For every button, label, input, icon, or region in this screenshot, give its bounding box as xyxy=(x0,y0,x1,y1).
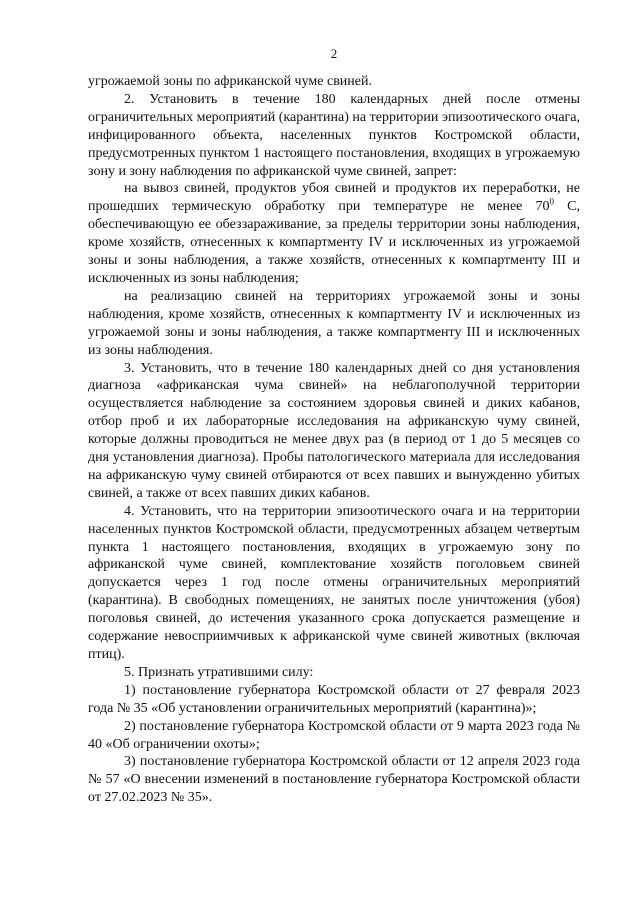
paragraph-item-2: 2. Установить в течение 180 календарных дней после отмены ограничительных мероприятий (карантина) на территории эпизоотического очага, инфицированного объекта, населенных пунктов Костромской области, предусмотренных пунктом 1 настоящего постановления, входящих в угрожаемую зону и зону наблюдения по африканской чуме свиней, запрет: xyxy=(88,91,580,179)
paragraph-export-ban-end: С, обеспечивающую ее обеззараживание, за пределы территории зоны наблюдения, кроме хозяйств, отнесенных к компартменту IV и исключенных из угрожаемой зоны и зоны наблюдения, а также хозяйств, отнесенных к компартменту III и исключенных из зоны наблюдения; xyxy=(88,199,580,286)
paragraph-item-5: 5. Признать утратившими силу: xyxy=(124,664,314,680)
degree-superscript: 0 xyxy=(549,196,555,207)
paragraph-repeal-1: 1) постановление губернатора Костромской области от 27 февраля 2023 года № 35 «Об установлении ограничительных мероприятий (карантина)»; xyxy=(88,682,580,716)
page-number: 2 xyxy=(330,46,338,61)
paragraph-item-4: 4. Установить, что на территории эпизоотического очага и на территории населенных пунктов Костромской области, предусмотренных абзацем четвертым пункта 1 настоящего постановления, входящих в угрожаемую зону по африканской чуме свиней, комплектование хозяйств поголовьем свиней допускается через 1 год после отмены ограничительных мероприятий (карантина). В свободных помещениях, не занятых после уничтожения (убоя) поголовья свиней, до истечения указанного срока допускается размещение и содержание невосприимчивых к африканской чуме свиней животных (включая птиц). xyxy=(88,503,580,662)
paragraph-sale-ban: на реализацию свиней на территориях угрожаемой зоны и зоны наблюдения, кроме хозяйств, отнесенных к компартменту IV и исключенных из угрожаемой зоны и зоны наблюдения, а также компартменту III и исключенных из зоны наблюдения. xyxy=(88,288,580,358)
paragraph-item-3: 3. Установить, что в течение 180 календарных дней со дня установления диагноза «африканская чума свиней» на неблагополучной территории осуществляется наблюдение за состоянием здоровья свиней и диких кабанов, отбор проб и их лабораторные исследования на африканскую чуму свиней, которые должны проводиться не менее двух раз (в период от 1 до 5 месяцев со дня установления диагноза). Пробы патологического материала для исследования на африканскую чуму свиней отбираются от всех павших и вынужденно убитых свиней, а также от всех павших диких кабанов. xyxy=(88,360,580,501)
paragraph-export-ban xyxy=(88,180,580,287)
paragraph-continuation: угрожаемой зоны по африканской чуме свиней. xyxy=(88,74,372,89)
paragraph-repeal-2: 2) постановление губернатора Костромской области от 9 марта 2023 года № 40 «Об ограничении охоты»; xyxy=(88,718,580,752)
paragraph-repeal-3: 3) постановление губернатора Костромской области от 12 апреля 2023 года № 57 «О внесении изменений в постановление губернатора Костромской области от 27.02.2023 № 35». xyxy=(88,754,580,806)
paragraph-export-ban-start: на вывоз свиней, продуктов убоя свиней и продуктов их переработки, не прошедших термическую обработку при температуре не менее 70 xyxy=(88,181,580,215)
